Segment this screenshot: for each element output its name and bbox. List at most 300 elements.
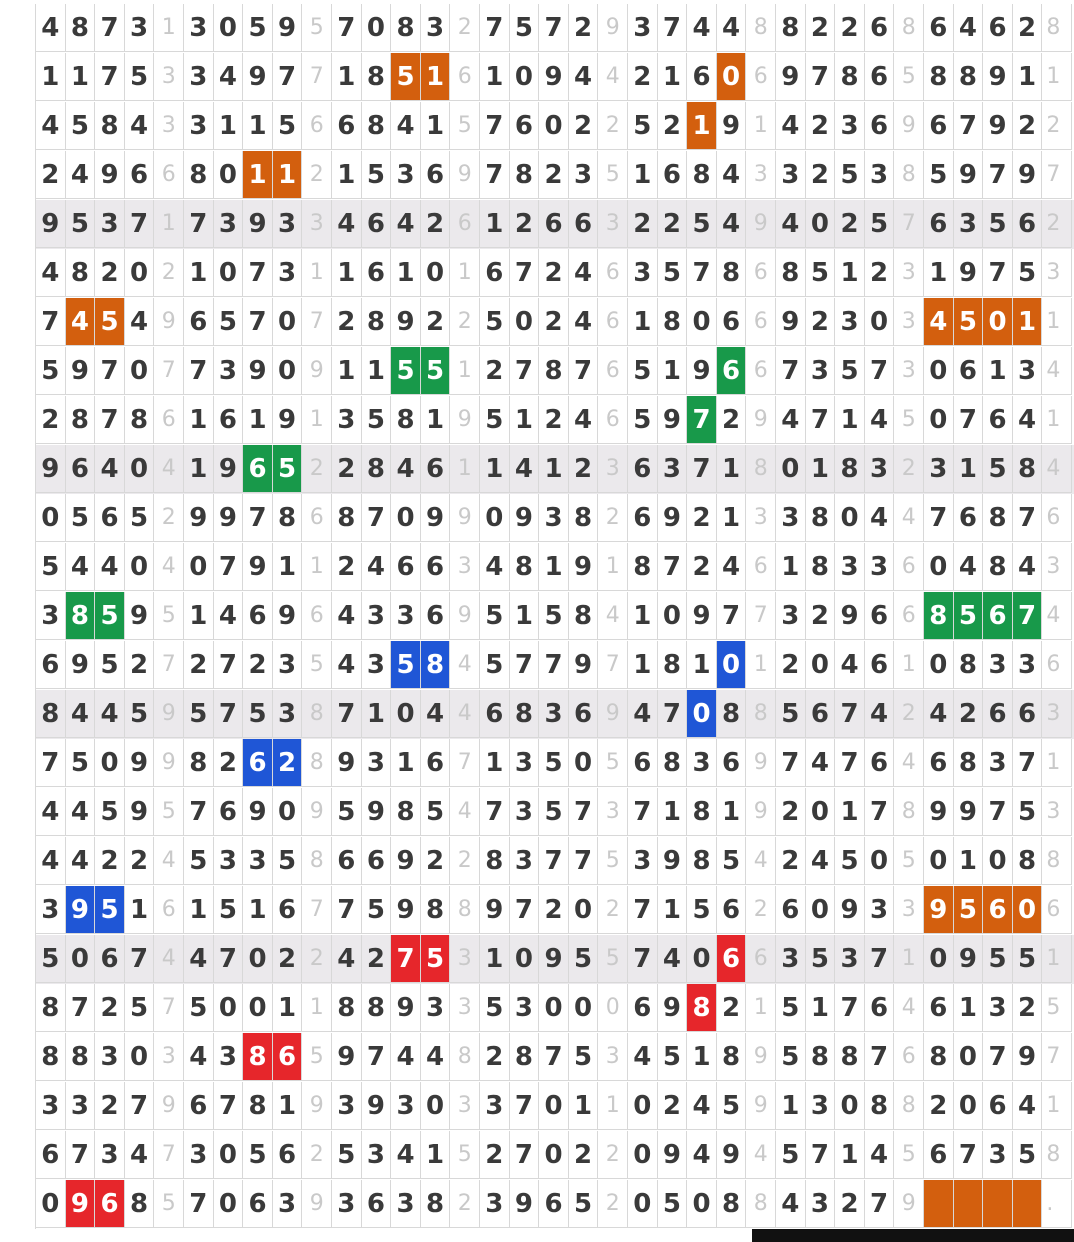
digit-cell: 1: [421, 53, 451, 101]
separator-cell: 2: [598, 1180, 628, 1228]
digit-cell: 8: [510, 690, 540, 738]
digit-cell: 3: [510, 739, 540, 787]
digit-cell: 9: [539, 53, 569, 101]
digit-cell: 4: [362, 543, 392, 591]
digit-cell: 2: [628, 200, 658, 248]
digit-cell: 0: [806, 788, 836, 836]
digit-cell: 0: [924, 837, 954, 885]
digit-cell: 0: [125, 249, 155, 297]
digit-cell: 9: [66, 347, 96, 395]
separator-cell: 3: [894, 886, 924, 934]
digit-cell: 6: [983, 396, 1013, 444]
separator-cell: 4: [894, 739, 924, 787]
digit-cell: 2: [421, 837, 451, 885]
separator-cell: 5: [154, 592, 184, 640]
digit-cell: 8: [184, 151, 214, 199]
separator-cell: 9: [450, 494, 480, 542]
digit-cell: 2: [806, 4, 836, 52]
digit-cell: 8: [332, 984, 362, 1032]
digit-cell: 1: [273, 151, 303, 199]
digit-cell: 8: [687, 151, 717, 199]
digit-cell: 1: [362, 347, 392, 395]
digit-cell: 2: [569, 102, 599, 150]
digit-cell: 7: [214, 543, 244, 591]
digit-cell: 3: [835, 543, 865, 591]
digit-cell: 6: [421, 592, 451, 640]
separator-cell: 9: [302, 347, 332, 395]
digit-cell: 4: [125, 102, 155, 150]
digit-cell: 8: [391, 396, 421, 444]
digit-cell: 2: [717, 396, 747, 444]
separator-cell: 3: [894, 298, 924, 346]
separator-cell: 1: [154, 4, 184, 52]
grid-row: [36, 935, 1074, 984]
digit-cell: 8: [1013, 445, 1043, 493]
digit-cell: 4: [66, 298, 96, 346]
digit-cell: 0: [806, 200, 836, 248]
digit-cell: 3: [95, 200, 125, 248]
digit-cell: 8: [510, 1033, 540, 1081]
digit-cell: 5: [480, 641, 510, 689]
digit-cell: 1: [569, 1082, 599, 1130]
separator-cell: 8: [450, 886, 480, 934]
digit-cell: 5: [421, 347, 451, 395]
digit-cell: 5: [391, 641, 421, 689]
digit-cell: 0: [835, 1082, 865, 1130]
grid-row: [36, 53, 1074, 102]
digit-cell: 7: [36, 298, 66, 346]
digit-cell: 5: [184, 690, 214, 738]
digit-cell: 0: [569, 984, 599, 1032]
digit-cell: 2: [332, 543, 362, 591]
digit-cell: 2: [539, 249, 569, 297]
digit-cell: 5: [66, 102, 96, 150]
digit-cell: 4: [36, 102, 66, 150]
digit-cell: 1: [36, 53, 66, 101]
digit-cell: 0: [717, 641, 747, 689]
digit-cell: 7: [243, 249, 273, 297]
digit-cell: 7: [658, 543, 688, 591]
digit-cell: 1: [806, 445, 836, 493]
digit-cell: 0: [628, 1131, 658, 1179]
digit-cell: 5: [717, 1082, 747, 1130]
digit-cell: 6: [717, 739, 747, 787]
digit-cell: 0: [510, 53, 540, 101]
separator-cell: 4: [154, 837, 184, 885]
digit-cell: 7: [865, 1180, 895, 1228]
digit-cell: 3: [421, 984, 451, 1032]
separator-cell: 2: [302, 151, 332, 199]
separator-cell: 4: [154, 445, 184, 493]
digit-cell: 0: [214, 1180, 244, 1228]
digit-cell: 9: [362, 788, 392, 836]
digit-cell: 2: [332, 445, 362, 493]
digit-cell: 7: [954, 102, 984, 150]
separator-cell: 6: [598, 347, 628, 395]
digit-cell: 1: [332, 249, 362, 297]
digit-cell: 5: [687, 200, 717, 248]
digit-cell: 7: [214, 935, 244, 983]
separator-cell: 6: [746, 347, 776, 395]
digit-cell: 3: [243, 837, 273, 885]
digit-cell: 5: [539, 592, 569, 640]
digit-cell: 2: [658, 200, 688, 248]
digit-cell: 8: [658, 739, 688, 787]
grid-row: [36, 445, 1074, 494]
digit-cell: 4: [628, 1033, 658, 1081]
digit-cell: 9: [510, 494, 540, 542]
digit-cell: 6: [539, 1180, 569, 1228]
digit-cell: 3: [214, 347, 244, 395]
digit-cell: 6: [983, 886, 1013, 934]
digit-cell: 0: [510, 298, 540, 346]
digit-cell: 7: [954, 1131, 984, 1179]
digit-cell: 8: [66, 4, 96, 52]
separator-cell: 3: [450, 1082, 480, 1130]
digit-cell: 8: [66, 592, 96, 640]
separator-cell: 4: [598, 592, 628, 640]
digit-cell: 6: [776, 886, 806, 934]
digit-cell: 5: [628, 102, 658, 150]
digit-cell: 9: [658, 1131, 688, 1179]
separator-cell: 9: [746, 788, 776, 836]
digit-cell: 2: [95, 984, 125, 1032]
digit-cell: 3: [776, 494, 806, 542]
digit-cell: 4: [687, 4, 717, 52]
digit-cell: 0: [273, 347, 303, 395]
digit-cell: 9: [954, 935, 984, 983]
digit-cell: 6: [865, 592, 895, 640]
digit-cell: 4: [214, 53, 244, 101]
digit-cell: 9: [243, 53, 273, 101]
digit-cell: 4: [569, 53, 599, 101]
digit-cell: 0: [214, 984, 244, 1032]
separator-cell: 5: [894, 53, 924, 101]
digit-cell: 3: [510, 984, 540, 1032]
separator-cell: 8: [302, 739, 332, 787]
digit-cell: 0: [539, 1082, 569, 1130]
digit-cell: 1: [776, 543, 806, 591]
separator-cell: 9: [598, 690, 628, 738]
digit-cell: 6: [865, 641, 895, 689]
digit-cell: 8: [243, 1033, 273, 1081]
grid-row: [36, 788, 1074, 837]
digit-cell: 7: [865, 347, 895, 395]
digit-cell: 5: [243, 4, 273, 52]
digit-cell: 0: [214, 1131, 244, 1179]
digit-cell: 2: [776, 788, 806, 836]
digit-cell: 7: [628, 788, 658, 836]
digit-cell: 4: [66, 837, 96, 885]
digit-cell: 6: [391, 543, 421, 591]
digit-cell: 8: [865, 1082, 895, 1130]
digit-cell: 8: [806, 1033, 836, 1081]
digit-cell: 6: [243, 1180, 273, 1228]
digit-cell: 7: [628, 935, 658, 983]
digit-cell: 9: [184, 494, 214, 542]
digit-cell: 6: [569, 690, 599, 738]
digit-cell: 8: [36, 984, 66, 1032]
digit-cell: 0: [628, 1082, 658, 1130]
digit-cell: 7: [806, 53, 836, 101]
digit-cell: 8: [924, 1033, 954, 1081]
separator-cell: 7: [302, 298, 332, 346]
separator-cell: 7: [598, 641, 628, 689]
digit-cell: 9: [687, 592, 717, 640]
digit-cell: 9: [332, 739, 362, 787]
digit-cell: 6: [924, 739, 954, 787]
digit-cell: 3: [510, 788, 540, 836]
digit-cell: 1: [421, 396, 451, 444]
digit-cell: 1: [510, 396, 540, 444]
grid-row: [36, 984, 1074, 1033]
digit-cell: 0: [214, 4, 244, 52]
digit-cell: 3: [924, 445, 954, 493]
digit-cell: 0: [273, 298, 303, 346]
separator-cell: 4: [154, 935, 184, 983]
grid-row: [36, 4, 1074, 53]
digit-cell: 9: [717, 102, 747, 150]
separator-cell: 3: [598, 1033, 628, 1081]
separator-cell: 5: [302, 1033, 332, 1081]
digit-cell: 6: [628, 494, 658, 542]
digit-cell: 8: [569, 494, 599, 542]
separator-cell: 3: [1042, 249, 1072, 297]
digit-cell: 1: [184, 592, 214, 640]
digit-cell: 6: [421, 739, 451, 787]
digit-cell: 2: [539, 886, 569, 934]
digit-cell: 0: [539, 102, 569, 150]
separator-cell: 4: [1042, 347, 1072, 395]
digit-cell: 2: [243, 641, 273, 689]
digit-cell: 1: [835, 788, 865, 836]
digit-cell: 5: [95, 298, 125, 346]
digit-cell: 7: [480, 102, 510, 150]
digit-cell: 5: [806, 935, 836, 983]
digit-cell: 0: [95, 739, 125, 787]
digit-cell: 6: [421, 151, 451, 199]
separator-cell: 5: [154, 1180, 184, 1228]
digit-cell: 9: [658, 837, 688, 885]
digit-cell: 5: [776, 690, 806, 738]
separator-cell: 2: [450, 1180, 480, 1228]
digit-cell: 4: [806, 837, 836, 885]
digit-cell: 5: [924, 151, 954, 199]
digit-cell: 5: [214, 298, 244, 346]
digit-cell: 7: [983, 1033, 1013, 1081]
digit-cell: 3: [391, 1180, 421, 1228]
digit-cell: 6: [421, 445, 451, 493]
digit-cell: 1: [184, 445, 214, 493]
digit-cell: 7: [66, 1131, 96, 1179]
digit-cell: 9: [1013, 151, 1043, 199]
digit-cell: 8: [391, 788, 421, 836]
separator-cell: 1: [746, 984, 776, 1032]
digit-cell: 4: [391, 445, 421, 493]
digit-cell: 9: [954, 151, 984, 199]
separator-cell: 1: [894, 641, 924, 689]
digit-cell: 8: [776, 249, 806, 297]
separator-cell: 7: [154, 641, 184, 689]
separator-cell: 9: [598, 4, 628, 52]
digit-cell: 5: [806, 249, 836, 297]
digit-cell: 1: [480, 53, 510, 101]
digit-cell: 7: [835, 984, 865, 1032]
digit-cell: 3: [362, 592, 392, 640]
separator-cell: 5: [598, 739, 628, 787]
grid-row: [36, 298, 1074, 347]
digit-cell: 0: [924, 396, 954, 444]
separator-cell: 6: [154, 396, 184, 444]
separator-cell: 4: [746, 1131, 776, 1179]
digit-cell: 0: [983, 298, 1013, 346]
digit-cell: 5: [125, 53, 155, 101]
digit-cell: 6: [954, 494, 984, 542]
digit-cell: 3: [273, 690, 303, 738]
digit-cell: 9: [924, 886, 954, 934]
digit-cell: 3: [125, 4, 155, 52]
digit-cell: 0: [687, 935, 717, 983]
digit-cell: 9: [983, 53, 1013, 101]
separator-cell: 6: [302, 592, 332, 640]
digit-cell: 8: [924, 53, 954, 101]
digit-cell: 7: [184, 347, 214, 395]
digit-cell: 2: [776, 837, 806, 885]
separator-cell: 6: [450, 200, 480, 248]
digit-cell: 8: [687, 837, 717, 885]
digit-cell: 3: [362, 641, 392, 689]
digit-cell: 1: [1013, 53, 1043, 101]
separator-cell: 6: [450, 53, 480, 101]
digit-cell: 0: [954, 1082, 984, 1130]
digit-cell: 1: [125, 886, 155, 934]
separator-cell: 9: [894, 1180, 924, 1228]
digit-cell: 5: [1013, 788, 1043, 836]
separator-cell: 0: [598, 984, 628, 1032]
digit-cell: 3: [95, 1131, 125, 1179]
separator-cell: 8: [746, 445, 776, 493]
digit-cell: 5: [717, 837, 747, 885]
digit-cell: 6: [243, 592, 273, 640]
digit-cell: 9: [569, 543, 599, 591]
digit-cell: 4: [717, 4, 747, 52]
digit-cell: 9: [658, 984, 688, 1032]
digit-cell: 4: [569, 396, 599, 444]
separator-cell: 1: [1042, 53, 1072, 101]
separator-cell: 6: [894, 1033, 924, 1081]
separator-cell: 5: [1042, 984, 1072, 1032]
separator-cell: 2: [302, 1131, 332, 1179]
separator-cell: 9: [746, 739, 776, 787]
digit-cell: 4: [391, 1033, 421, 1081]
separator-cell: 8: [302, 690, 332, 738]
separator-cell: 2: [154, 249, 184, 297]
digit-cell: 7: [865, 935, 895, 983]
digit-cell: 5: [954, 886, 984, 934]
digit-cell: 9: [924, 788, 954, 836]
separator-cell: 3: [450, 984, 480, 1032]
separator-cell: 8: [302, 837, 332, 885]
digit-cell: 0: [214, 151, 244, 199]
digit-cell: 4: [391, 200, 421, 248]
digit-cell: 9: [36, 445, 66, 493]
separator-cell: 1: [302, 249, 332, 297]
digit-cell: 8: [687, 788, 717, 836]
digit-cell: 0: [865, 298, 895, 346]
digit-cell: 4: [717, 200, 747, 248]
digit-cell: 3: [835, 102, 865, 150]
digit-cell: 3: [806, 347, 836, 395]
separator-cell: 6: [746, 298, 776, 346]
separator-cell: 6: [746, 249, 776, 297]
digit-cell: 7: [776, 739, 806, 787]
separator-cell: 6: [598, 396, 628, 444]
digit-cell: 0: [717, 53, 747, 101]
separator-cell: 7: [1042, 1033, 1072, 1081]
separator-cell: 1: [746, 102, 776, 150]
digit-cell: 8: [362, 445, 392, 493]
digit-cell: 0: [865, 837, 895, 885]
digit-cell: 3: [95, 1033, 125, 1081]
digit-cell: 7: [125, 200, 155, 248]
digit-cell: 3: [539, 690, 569, 738]
digit-cell: 0: [658, 592, 688, 640]
digit-cell: 7: [717, 592, 747, 640]
digit-cell: 9: [421, 494, 451, 542]
separator-cell: 3: [746, 151, 776, 199]
digit-cell: 3: [273, 249, 303, 297]
digit-cell: 6: [332, 102, 362, 150]
digit-cell: 3: [36, 1082, 66, 1130]
digit-cell: 3: [835, 935, 865, 983]
separator-cell: 8: [746, 4, 776, 52]
digit-cell: 7: [983, 249, 1013, 297]
digit-cell: 7: [332, 886, 362, 934]
digit-cell: 1: [658, 788, 688, 836]
digit-cell: 5: [36, 347, 66, 395]
digit-cell: 5: [776, 1131, 806, 1179]
digit-cell: 8: [510, 543, 540, 591]
digit-cell: 7: [95, 53, 125, 101]
separator-cell: 2: [598, 886, 628, 934]
digit-cell: 2: [480, 1033, 510, 1081]
digit-cell: 8: [332, 494, 362, 542]
separator-cell: 8: [746, 690, 776, 738]
digit-cell: 4: [865, 396, 895, 444]
digit-cell: 9: [243, 347, 273, 395]
digit-cell: 0: [125, 347, 155, 395]
digit-cell: 5: [1013, 935, 1043, 983]
digit-cell: 6: [510, 102, 540, 150]
digit-cell: 8: [66, 249, 96, 297]
digit-cell: 0: [184, 543, 214, 591]
digit-cell: 4: [36, 4, 66, 52]
digit-cell: 7: [36, 739, 66, 787]
separator-cell: 2: [598, 102, 628, 150]
digit-cell: 3: [865, 445, 895, 493]
digit-cell: 8: [66, 1033, 96, 1081]
digit-cell: 0: [539, 1131, 569, 1179]
digit-cell: 6: [865, 739, 895, 787]
digit-cell: 3: [776, 935, 806, 983]
digit-cell: 4: [391, 102, 421, 150]
digit-cell: 8: [806, 543, 836, 591]
digit-cell: 6: [924, 102, 954, 150]
digit-cell: 7: [1013, 739, 1043, 787]
digit-cell: 3: [865, 543, 895, 591]
digit-cell: 2: [539, 396, 569, 444]
separator-cell: 4: [450, 641, 480, 689]
